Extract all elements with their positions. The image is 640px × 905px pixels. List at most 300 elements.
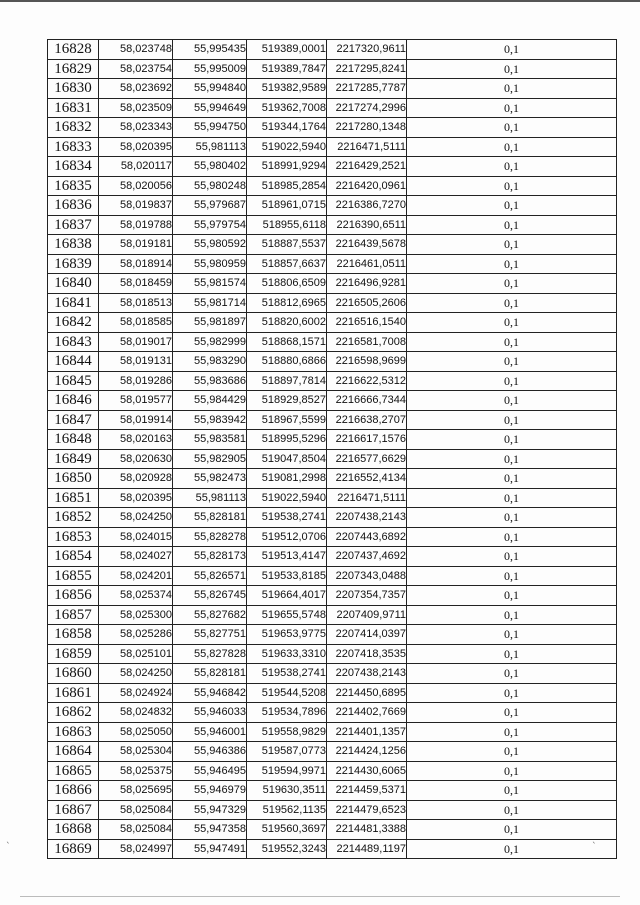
accuracy-cell: 0,1 xyxy=(407,59,617,79)
latitude-cell: 58,025101 xyxy=(99,644,173,664)
point-number-cell: 16843 xyxy=(48,332,99,352)
table-row xyxy=(48,176,617,196)
x-coordinate-cell: 519513,4147 xyxy=(247,547,327,567)
table-row xyxy=(48,430,617,450)
accuracy-cell: 0,1 xyxy=(407,508,617,528)
point-number-cell: 16842 xyxy=(48,313,99,333)
latitude-cell: 58,018585 xyxy=(99,313,173,333)
x-coordinate-cell: 519664,4017 xyxy=(247,586,327,606)
x-coordinate-cell: 518857,6637 xyxy=(247,254,327,274)
longitude-cell: 55,947491 xyxy=(173,839,247,859)
y-coordinate-cell: 2214430,6065 xyxy=(327,761,407,781)
y-coordinate-cell: 2216581,7008 xyxy=(327,332,407,352)
latitude-cell: 58,019577 xyxy=(99,391,173,411)
latitude-cell: 58,019914 xyxy=(99,410,173,430)
x-coordinate-cell: 519544,5208 xyxy=(247,683,327,703)
coordinates-table xyxy=(47,39,617,859)
latitude-cell: 58,025304 xyxy=(99,742,173,762)
longitude-cell: 55,994840 xyxy=(173,79,247,99)
accuracy-cell: 0,1 xyxy=(407,644,617,664)
y-coordinate-cell: 2217274,2996 xyxy=(327,98,407,118)
latitude-cell: 58,024201 xyxy=(99,566,173,586)
x-coordinate-cell: 519512,0706 xyxy=(247,527,327,547)
y-coordinate-cell: 2216496,9281 xyxy=(327,274,407,294)
latitude-cell: 58,025050 xyxy=(99,722,173,742)
longitude-cell: 55,995009 xyxy=(173,59,247,79)
accuracy-cell: 0,1 xyxy=(407,391,617,411)
table-row xyxy=(48,79,617,99)
x-coordinate-cell: 519389,7847 xyxy=(247,59,327,79)
latitude-cell: 58,025300 xyxy=(99,605,173,625)
longitude-cell: 55,827828 xyxy=(173,644,247,664)
latitude-cell: 58,024832 xyxy=(99,703,173,723)
point-number-cell: 16857 xyxy=(48,605,99,625)
table-row xyxy=(48,781,617,801)
point-number-cell: 16869 xyxy=(48,839,99,859)
latitude-cell: 58,024027 xyxy=(99,547,173,567)
point-number-cell: 16852 xyxy=(48,508,99,528)
y-coordinate-cell: 2207418,3535 xyxy=(327,644,407,664)
latitude-cell: 58,019131 xyxy=(99,352,173,372)
point-number-cell: 16861 xyxy=(48,683,99,703)
y-coordinate-cell: 2216390,6511 xyxy=(327,215,407,235)
y-coordinate-cell: 2214479,6523 xyxy=(327,800,407,820)
accuracy-cell: 0,1 xyxy=(407,488,617,508)
x-coordinate-cell: 519633,3310 xyxy=(247,644,327,664)
accuracy-cell: 0,1 xyxy=(407,274,617,294)
longitude-cell: 55,981113 xyxy=(173,488,247,508)
latitude-cell: 58,023692 xyxy=(99,79,173,99)
table-row xyxy=(48,664,617,684)
table-row xyxy=(48,449,617,469)
accuracy-cell: 0,1 xyxy=(407,566,617,586)
point-number-cell: 16837 xyxy=(48,215,99,235)
latitude-cell: 58,020395 xyxy=(99,137,173,157)
accuracy-cell: 0,1 xyxy=(407,118,617,138)
x-coordinate-cell: 518991,9294 xyxy=(247,157,327,177)
point-number-cell: 16868 xyxy=(48,820,99,840)
table-row xyxy=(48,254,617,274)
longitude-cell: 55,994649 xyxy=(173,98,247,118)
accuracy-cell: 0,1 xyxy=(407,625,617,645)
latitude-cell: 58,019017 xyxy=(99,332,173,352)
y-coordinate-cell: 2216577,6629 xyxy=(327,449,407,469)
y-coordinate-cell: 2216471,5111 xyxy=(327,488,407,508)
y-coordinate-cell: 2216420,0961 xyxy=(327,176,407,196)
longitude-cell: 55,984429 xyxy=(173,391,247,411)
longitude-cell: 55,981897 xyxy=(173,313,247,333)
longitude-cell: 55,980402 xyxy=(173,157,247,177)
accuracy-cell: 0,1 xyxy=(407,742,617,762)
accuracy-cell: 0,1 xyxy=(407,761,617,781)
x-coordinate-cell: 519382,9589 xyxy=(247,79,327,99)
y-coordinate-cell: 2214489,1197 xyxy=(327,839,407,859)
longitude-cell: 55,826745 xyxy=(173,586,247,606)
latitude-cell: 58,020928 xyxy=(99,469,173,489)
table-row xyxy=(48,488,617,508)
table-row xyxy=(48,235,617,255)
longitude-cell: 55,946001 xyxy=(173,722,247,742)
y-coordinate-cell: 2207438,2143 xyxy=(327,664,407,684)
x-coordinate-cell: 518820,6002 xyxy=(247,313,327,333)
y-coordinate-cell: 2207443,6892 xyxy=(327,527,407,547)
y-coordinate-cell: 2214424,1256 xyxy=(327,742,407,762)
point-number-cell: 16854 xyxy=(48,547,99,567)
longitude-cell: 55,982905 xyxy=(173,449,247,469)
table-row xyxy=(48,820,617,840)
x-coordinate-cell: 519533,8185 xyxy=(247,566,327,586)
accuracy-cell: 0,1 xyxy=(407,196,617,216)
accuracy-cell: 0,1 xyxy=(407,410,617,430)
point-number-cell: 16829 xyxy=(48,59,99,79)
x-coordinate-cell: 519362,7008 xyxy=(247,98,327,118)
accuracy-cell: 0,1 xyxy=(407,800,617,820)
point-number-cell: 16858 xyxy=(48,625,99,645)
table-row xyxy=(48,644,617,664)
longitude-cell: 55,983942 xyxy=(173,410,247,430)
table-row xyxy=(48,683,617,703)
longitude-cell: 55,979687 xyxy=(173,196,247,216)
y-coordinate-cell: 2217295,8241 xyxy=(327,59,407,79)
table-row xyxy=(48,215,617,235)
y-coordinate-cell: 2216598,9699 xyxy=(327,352,407,372)
accuracy-cell: 0,1 xyxy=(407,157,617,177)
latitude-cell: 58,018914 xyxy=(99,254,173,274)
accuracy-cell: 0,1 xyxy=(407,313,617,333)
accuracy-cell: 0,1 xyxy=(407,703,617,723)
accuracy-cell: 0,1 xyxy=(407,820,617,840)
point-number-cell: 16853 xyxy=(48,527,99,547)
point-number-cell: 16832 xyxy=(48,118,99,138)
table-row xyxy=(48,371,617,391)
point-number-cell: 16831 xyxy=(48,98,99,118)
longitude-cell: 55,946979 xyxy=(173,781,247,801)
latitude-cell: 58,023748 xyxy=(99,40,173,60)
longitude-cell: 55,982473 xyxy=(173,469,247,489)
accuracy-cell: 0,1 xyxy=(407,137,617,157)
x-coordinate-cell: 519534,7896 xyxy=(247,703,327,723)
x-coordinate-cell: 518955,6118 xyxy=(247,215,327,235)
latitude-cell: 58,025695 xyxy=(99,781,173,801)
x-coordinate-cell: 518985,2854 xyxy=(247,176,327,196)
x-coordinate-cell: 519022,5940 xyxy=(247,137,327,157)
longitude-cell: 55,983581 xyxy=(173,430,247,450)
latitude-cell: 58,019837 xyxy=(99,196,173,216)
y-coordinate-cell: 2217320,9611 xyxy=(327,40,407,60)
accuracy-cell: 0,1 xyxy=(407,547,617,567)
latitude-cell: 58,019181 xyxy=(99,235,173,255)
latitude-cell: 58,023509 xyxy=(99,98,173,118)
table-row xyxy=(48,332,617,352)
x-coordinate-cell: 518897,7814 xyxy=(247,371,327,391)
longitude-cell: 55,981714 xyxy=(173,293,247,313)
latitude-cell: 58,024250 xyxy=(99,508,173,528)
longitude-cell: 55,946495 xyxy=(173,761,247,781)
point-number-cell: 16849 xyxy=(48,449,99,469)
x-coordinate-cell: 519630,3511 xyxy=(247,781,327,801)
longitude-cell: 55,827751 xyxy=(173,625,247,645)
point-number-cell: 16848 xyxy=(48,430,99,450)
point-number-cell: 16855 xyxy=(48,566,99,586)
point-number-cell: 16844 xyxy=(48,352,99,372)
x-coordinate-cell: 519558,9829 xyxy=(247,722,327,742)
latitude-cell: 58,020395 xyxy=(99,488,173,508)
table-row xyxy=(48,508,617,528)
y-coordinate-cell: 2214450,6895 xyxy=(327,683,407,703)
point-number-cell: 16841 xyxy=(48,293,99,313)
scan-mark: ` xyxy=(6,842,11,852)
point-number-cell: 16839 xyxy=(48,254,99,274)
accuracy-cell: 0,1 xyxy=(407,332,617,352)
accuracy-cell: 0,1 xyxy=(407,469,617,489)
longitude-cell: 55,828173 xyxy=(173,547,247,567)
accuracy-cell: 0,1 xyxy=(407,176,617,196)
latitude-cell: 58,018459 xyxy=(99,274,173,294)
x-coordinate-cell: 519047,8504 xyxy=(247,449,327,469)
y-coordinate-cell: 2216516,1540 xyxy=(327,313,407,333)
latitude-cell: 58,025374 xyxy=(99,586,173,606)
latitude-cell: 58,018513 xyxy=(99,293,173,313)
x-coordinate-cell: 518812,6965 xyxy=(247,293,327,313)
y-coordinate-cell: 2216386,7270 xyxy=(327,196,407,216)
y-coordinate-cell: 2207354,7357 xyxy=(327,586,407,606)
latitude-cell: 58,019788 xyxy=(99,215,173,235)
y-coordinate-cell: 2217285,7787 xyxy=(327,79,407,99)
point-number-cell: 16859 xyxy=(48,644,99,664)
latitude-cell: 58,023343 xyxy=(99,118,173,138)
y-coordinate-cell: 2216552,4134 xyxy=(327,469,407,489)
top-border xyxy=(0,0,640,2)
point-number-cell: 16856 xyxy=(48,586,99,606)
y-coordinate-cell: 2214459,5371 xyxy=(327,781,407,801)
table-row xyxy=(48,274,617,294)
point-number-cell: 16838 xyxy=(48,235,99,255)
point-number-cell: 16862 xyxy=(48,703,99,723)
point-number-cell: 16830 xyxy=(48,79,99,99)
x-coordinate-cell: 519653,9775 xyxy=(247,625,327,645)
longitude-cell: 55,983686 xyxy=(173,371,247,391)
point-number-cell: 16847 xyxy=(48,410,99,430)
table-row xyxy=(48,722,617,742)
x-coordinate-cell: 519344,1764 xyxy=(247,118,327,138)
latitude-cell: 58,025286 xyxy=(99,625,173,645)
point-number-cell: 16836 xyxy=(48,196,99,216)
table-row xyxy=(48,157,617,177)
x-coordinate-cell: 519562,1135 xyxy=(247,800,327,820)
table-row xyxy=(48,118,617,138)
x-coordinate-cell: 518995,5296 xyxy=(247,430,327,450)
accuracy-cell: 0,1 xyxy=(407,79,617,99)
longitude-cell: 55,947358 xyxy=(173,820,247,840)
longitude-cell: 55,827682 xyxy=(173,605,247,625)
table-row xyxy=(48,137,617,157)
y-coordinate-cell: 2216638,2707 xyxy=(327,410,407,430)
table-row xyxy=(48,605,617,625)
x-coordinate-cell: 519538,2741 xyxy=(247,664,327,684)
x-coordinate-cell: 519022,5940 xyxy=(247,488,327,508)
x-coordinate-cell: 519655,5748 xyxy=(247,605,327,625)
y-coordinate-cell: 2214402,7669 xyxy=(327,703,407,723)
point-number-cell: 16851 xyxy=(48,488,99,508)
latitude-cell: 58,020056 xyxy=(99,176,173,196)
x-coordinate-cell: 518967,5599 xyxy=(247,410,327,430)
longitude-cell: 55,828181 xyxy=(173,508,247,528)
table-row xyxy=(48,59,617,79)
latitude-cell: 58,024015 xyxy=(99,527,173,547)
x-coordinate-cell: 519587,0773 xyxy=(247,742,327,762)
longitude-cell: 55,982999 xyxy=(173,332,247,352)
point-number-cell: 16864 xyxy=(48,742,99,762)
accuracy-cell: 0,1 xyxy=(407,722,617,742)
latitude-cell: 58,019286 xyxy=(99,371,173,391)
x-coordinate-cell: 518961,0715 xyxy=(247,196,327,216)
accuracy-cell: 0,1 xyxy=(407,664,617,684)
y-coordinate-cell: 2216461,0511 xyxy=(327,254,407,274)
x-coordinate-cell: 519081,2998 xyxy=(247,469,327,489)
accuracy-cell: 0,1 xyxy=(407,527,617,547)
table-row xyxy=(48,410,617,430)
accuracy-cell: 0,1 xyxy=(407,352,617,372)
table-row xyxy=(48,703,617,723)
y-coordinate-cell: 2214481,3388 xyxy=(327,820,407,840)
longitude-cell: 55,946386 xyxy=(173,742,247,762)
table-row xyxy=(48,586,617,606)
longitude-cell: 55,980592 xyxy=(173,235,247,255)
accuracy-cell: 0,1 xyxy=(407,839,617,859)
point-number-cell: 16845 xyxy=(48,371,99,391)
longitude-cell: 55,826571 xyxy=(173,566,247,586)
longitude-cell: 55,981574 xyxy=(173,274,247,294)
point-number-cell: 16860 xyxy=(48,664,99,684)
longitude-cell: 55,979754 xyxy=(173,215,247,235)
table-row xyxy=(48,742,617,762)
x-coordinate-cell: 519552,3243 xyxy=(247,839,327,859)
longitude-cell: 55,980959 xyxy=(173,254,247,274)
y-coordinate-cell: 2207438,2143 xyxy=(327,508,407,528)
accuracy-cell: 0,1 xyxy=(407,683,617,703)
accuracy-cell: 0,1 xyxy=(407,781,617,801)
x-coordinate-cell: 519389,0001 xyxy=(247,40,327,60)
y-coordinate-cell: 2214401,1357 xyxy=(327,722,407,742)
table-row xyxy=(48,547,617,567)
table-row xyxy=(48,566,617,586)
x-coordinate-cell: 518880,6866 xyxy=(247,352,327,372)
point-number-cell: 16835 xyxy=(48,176,99,196)
y-coordinate-cell: 2207409,9711 xyxy=(327,605,407,625)
longitude-cell: 55,828181 xyxy=(173,664,247,684)
longitude-cell: 55,995435 xyxy=(173,40,247,60)
y-coordinate-cell: 2216505,2606 xyxy=(327,293,407,313)
latitude-cell: 58,020630 xyxy=(99,449,173,469)
x-coordinate-cell: 518929,8527 xyxy=(247,391,327,411)
x-coordinate-cell: 518806,6509 xyxy=(247,274,327,294)
accuracy-cell: 0,1 xyxy=(407,586,617,606)
longitude-cell: 55,981113 xyxy=(173,137,247,157)
point-number-cell: 16833 xyxy=(48,137,99,157)
x-coordinate-cell: 519560,3697 xyxy=(247,820,327,840)
table-row xyxy=(48,761,617,781)
accuracy-cell: 0,1 xyxy=(407,40,617,60)
y-coordinate-cell: 2207437,4692 xyxy=(327,547,407,567)
y-coordinate-cell: 2217280,1348 xyxy=(327,118,407,138)
accuracy-cell: 0,1 xyxy=(407,371,617,391)
table-row xyxy=(48,469,617,489)
accuracy-cell: 0,1 xyxy=(407,430,617,450)
x-coordinate-cell: 519538,2741 xyxy=(247,508,327,528)
x-coordinate-cell: 519594,9971 xyxy=(247,761,327,781)
accuracy-cell: 0,1 xyxy=(407,98,617,118)
longitude-cell: 55,946033 xyxy=(173,703,247,723)
x-coordinate-cell: 518887,5537 xyxy=(247,235,327,255)
y-coordinate-cell: 2216471,5111 xyxy=(327,137,407,157)
latitude-cell: 58,024250 xyxy=(99,664,173,684)
accuracy-cell: 0,1 xyxy=(407,235,617,255)
point-number-cell: 16850 xyxy=(48,469,99,489)
longitude-cell: 55,946842 xyxy=(173,683,247,703)
table-row xyxy=(48,625,617,645)
latitude-cell: 58,020117 xyxy=(99,157,173,177)
latitude-cell: 58,025375 xyxy=(99,761,173,781)
accuracy-cell: 0,1 xyxy=(407,215,617,235)
y-coordinate-cell: 2207414,0397 xyxy=(327,625,407,645)
longitude-cell: 55,994750 xyxy=(173,118,247,138)
longitude-cell: 55,983290 xyxy=(173,352,247,372)
table-row xyxy=(48,98,617,118)
longitude-cell: 55,947329 xyxy=(173,800,247,820)
table-row xyxy=(48,352,617,372)
table-row xyxy=(48,800,617,820)
accuracy-cell: 0,1 xyxy=(407,293,617,313)
x-coordinate-cell: 518868,1571 xyxy=(247,332,327,352)
y-coordinate-cell: 2216439,5678 xyxy=(327,235,407,255)
point-number-cell: 16834 xyxy=(48,157,99,177)
accuracy-cell: 0,1 xyxy=(407,605,617,625)
latitude-cell: 58,024997 xyxy=(99,839,173,859)
table-row xyxy=(48,527,617,547)
y-coordinate-cell: 2216617,1576 xyxy=(327,430,407,450)
y-coordinate-cell: 2216429,2521 xyxy=(327,157,407,177)
table-row xyxy=(48,313,617,333)
latitude-cell: 58,023754 xyxy=(99,59,173,79)
point-number-cell: 16865 xyxy=(48,761,99,781)
accuracy-cell: 0,1 xyxy=(407,254,617,274)
table-row xyxy=(48,196,617,216)
point-number-cell: 16846 xyxy=(48,391,99,411)
table-row xyxy=(48,40,617,60)
y-coordinate-cell: 2216666,7344 xyxy=(327,391,407,411)
longitude-cell: 55,980248 xyxy=(173,176,247,196)
latitude-cell: 58,025084 xyxy=(99,820,173,840)
point-number-cell: 16866 xyxy=(48,781,99,801)
point-number-cell: 16867 xyxy=(48,800,99,820)
y-coordinate-cell: 2216622,5312 xyxy=(327,371,407,391)
table-row xyxy=(48,293,617,313)
latitude-cell: 58,024924 xyxy=(99,683,173,703)
scan-mark: ` xyxy=(592,842,597,852)
accuracy-cell: 0,1 xyxy=(407,449,617,469)
point-number-cell: 16863 xyxy=(48,722,99,742)
longitude-cell: 55,828278 xyxy=(173,527,247,547)
bottom-border xyxy=(20,896,620,897)
point-number-cell: 16840 xyxy=(48,274,99,294)
latitude-cell: 58,020163 xyxy=(99,430,173,450)
table-row xyxy=(48,839,617,859)
table-row xyxy=(48,391,617,411)
y-coordinate-cell: 2207343,0488 xyxy=(327,566,407,586)
point-number-cell: 16828 xyxy=(48,40,99,60)
coordinates-table-body xyxy=(48,40,617,859)
latitude-cell: 58,025084 xyxy=(99,800,173,820)
